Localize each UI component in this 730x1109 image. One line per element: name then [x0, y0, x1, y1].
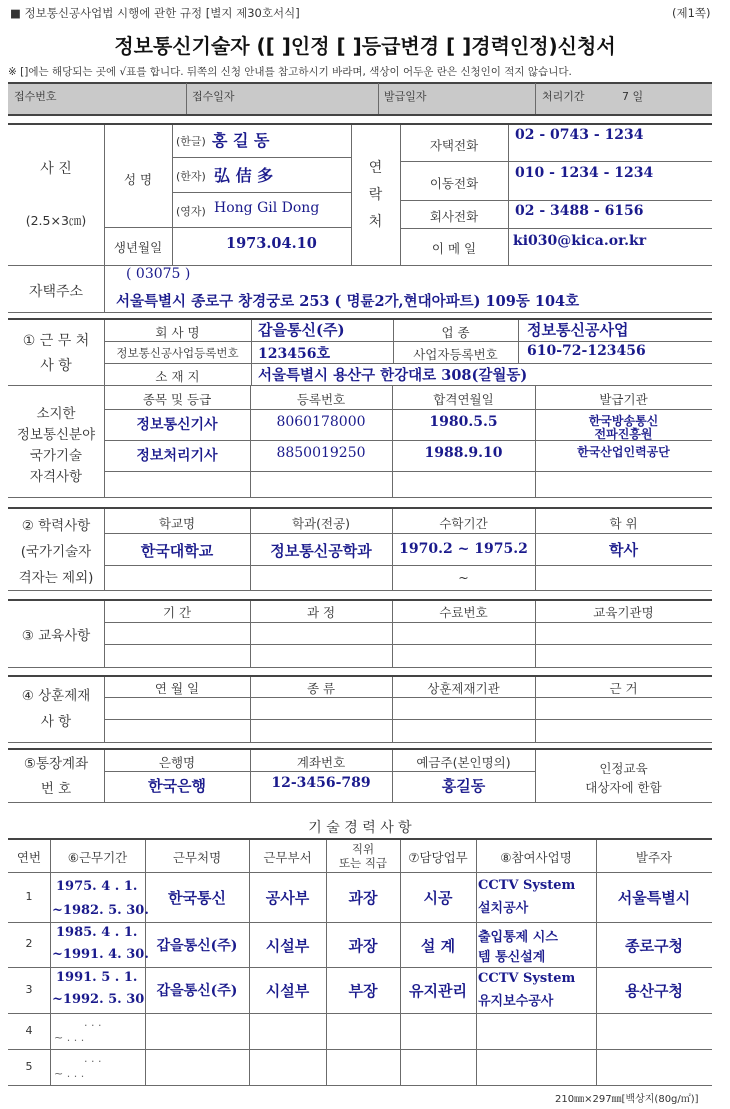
- name-label: 성 명: [123, 172, 153, 187]
- account-label-2: 번 호: [40, 781, 72, 797]
- license-1-number: 8060178000: [276, 414, 366, 430]
- education-label-3: 격자는 제외): [18, 570, 94, 586]
- license-1-type: 정보통신기사: [136, 417, 218, 433]
- education-label-2: (국가기술자: [20, 544, 92, 560]
- education-label-1: ② 학력사항: [21, 518, 91, 534]
- career-row-2-client: 종로구청: [625, 937, 683, 955]
- career-title: 기 술 경 력 사 항: [308, 820, 412, 836]
- career-header-position-1: 직위: [351, 842, 375, 856]
- education-header-major: 학과(전공): [291, 516, 351, 531]
- career-row-1-from: 1975. 4 . 1.: [56, 879, 138, 894]
- account-number: 12-3456-789: [271, 775, 371, 791]
- career-header-company: 근무처명: [172, 850, 222, 865]
- career-header-project: ⑧참여사업명: [500, 850, 572, 865]
- licenses-label-3: 국가기술: [29, 448, 83, 464]
- career-row-3-project-line2: 유지보수공사: [478, 994, 554, 1009]
- career-row-4-no: 4: [25, 1024, 33, 1037]
- career-row-3-company: 갑을통신(주): [156, 983, 238, 999]
- korean-name: 홍 길 동: [212, 131, 270, 150]
- career-row-1-duty: 시공: [423, 889, 453, 907]
- mobile-phone-label: 이동전화: [429, 176, 479, 191]
- career-row-1-project-line2: 설치공사: [478, 901, 529, 916]
- awards-header-basis: 근 거: [609, 681, 638, 696]
- processing-period-value: 7 일: [622, 90, 644, 103]
- english-name: Hong Gil Dong: [214, 200, 320, 216]
- form-title: 정보통신기술자 ([ ]인정 [ ]등급변경 [ ]경력인정)신청서: [114, 34, 616, 58]
- license-2-type: 정보처리기사: [136, 448, 218, 464]
- career-row-5-no: 5: [25, 1060, 33, 1073]
- licenses-label-1: 소지한: [36, 406, 76, 422]
- industry: 정보통신공사업: [527, 321, 629, 339]
- english-name-label: (영자): [176, 205, 206, 218]
- career-row-3-to: ~1992. 5. 30: [52, 992, 145, 1007]
- career-row-4-to: ~ . . .: [54, 1031, 85, 1044]
- career-row-1-to: ~1982. 5. 30.: [52, 903, 149, 918]
- career-row-1-project-line1: CCTV System: [478, 878, 576, 893]
- career-row-1-position: 과장: [348, 889, 378, 907]
- licenses-label-4: 자격사항: [29, 469, 83, 485]
- career-row-2-from: 1985. 4 . 1.: [56, 925, 138, 940]
- email-label: 이 메 일: [431, 241, 477, 256]
- license-1-issuer-line1: 한국방송통신: [588, 414, 659, 428]
- contact-label-3: 처: [368, 214, 383, 230]
- account-bank: 한국은행: [148, 777, 206, 795]
- issue-date-label: 발급일자: [384, 90, 427, 103]
- address-zip: ( 03075 ): [126, 266, 191, 282]
- career-row-1-client: 서울특별시: [617, 889, 691, 907]
- industry-label: 업 종: [441, 325, 470, 340]
- account-note-line2: 대상자에 한함: [585, 780, 662, 795]
- processing-period-label: 처리기간: [542, 90, 585, 103]
- career-row-5-from: . . .: [84, 1052, 102, 1065]
- korean-name-label: (한글): [176, 135, 206, 148]
- account-header-bank: 은행명: [158, 755, 196, 770]
- registration-label: 정보통신공사업등록번호: [116, 346, 239, 360]
- work-label-1: ① 근 무 처: [22, 333, 90, 349]
- home-phone: 02 - 0743 - 1234: [515, 127, 644, 143]
- career-header-client: 발주자: [635, 850, 673, 865]
- license-2-number: 8850019250: [276, 445, 366, 461]
- license-header-date: 합격연월일: [433, 392, 494, 407]
- business-number-label: 사업자등록번호: [413, 347, 498, 362]
- career-header-no: 연번: [16, 850, 42, 865]
- career-row-5-to: ~ . . .: [54, 1067, 85, 1080]
- birth-label: 생년월일: [113, 240, 163, 255]
- training-header-institution: 교육기관명: [593, 605, 654, 620]
- license-2-date: 1988.9.10: [424, 445, 503, 461]
- training-label: ③ 교육사항: [21, 628, 91, 644]
- career-row-3-project-line1: CCTV System: [478, 971, 576, 986]
- law-reference: ■ 정보통신공사업법 시행에 관한 규정 [별지 제30호서식]: [10, 6, 300, 20]
- form-note: ※ []에는 해당되는 곳에 √표를 합니다. 뒤쪽의 신청 안내를 참고하시기 바라며, 색상이 어두운 란은 신청인이 적지 않습니다.: [8, 66, 572, 78]
- training-header-number: 수료번호: [439, 605, 488, 620]
- license-2-issuer: 한국산업인력공단: [577, 445, 670, 459]
- address-label: 자택주소: [28, 284, 84, 300]
- office-phone: 02 - 3488 - 6156: [515, 203, 644, 219]
- awards-label-2: 사 항: [40, 714, 72, 730]
- education-header-period: 수학기간: [439, 516, 488, 531]
- receipt-number-label: 접수번호: [14, 90, 57, 103]
- training-header-course: 과 정: [306, 605, 336, 620]
- career-row-1-no: 1: [25, 890, 33, 903]
- page-number: (제1쪽): [672, 6, 711, 20]
- address-value: 서울특별시 종로구 창경궁로 253 ( 명륜2가,현대아파트) 109동 104호: [116, 293, 580, 310]
- office-phone-label: 회사전화: [429, 209, 479, 224]
- contact-label-1: 연: [368, 160, 383, 176]
- license-header-number: 등록번호: [296, 392, 346, 407]
- office-use-row: [8, 83, 712, 114]
- account-header-number: 계좌번호: [296, 755, 346, 770]
- career-row-2-to: ~1991. 4. 30.: [52, 947, 149, 962]
- company-name: 갑을통신(주): [258, 321, 345, 339]
- education-header-degree: 학 위: [609, 516, 638, 531]
- education-major: 정보통신공학과: [270, 542, 372, 560]
- education-period-blank: ~: [458, 570, 469, 585]
- location-label: 소 재 지: [155, 369, 200, 384]
- career-row-2-no: 2: [25, 937, 33, 950]
- career-row-3-from: 1991. 5 . 1.: [56, 970, 138, 985]
- training-header-period: 기 간: [162, 605, 192, 620]
- career-row-3-duty: 유지관리: [409, 982, 467, 1000]
- career-row-4-from: . . .: [84, 1016, 102, 1029]
- license-1-date: 1980.5.5: [429, 414, 498, 430]
- license-header-issuer: 발급기관: [599, 392, 648, 407]
- account-label-1: ⑤통장계좌: [23, 756, 89, 772]
- career-header-dept: 근무부서: [263, 850, 312, 865]
- career-row-2-company: 갑을통신(주): [156, 938, 238, 954]
- photo-label: 사 진: [40, 161, 72, 177]
- career-row-3-position: 부장: [348, 982, 378, 1000]
- career-row-2-position: 과장: [348, 937, 378, 955]
- mobile-phone: 010 - 1234 - 1234: [515, 165, 654, 181]
- birth-date: 1973.04.10: [226, 235, 317, 252]
- work-label-2: 사 항: [40, 358, 72, 374]
- license-header-type: 종목 및 등급: [142, 392, 212, 407]
- education-period: 1970.2 ~ 1975.2: [399, 541, 528, 557]
- career-header-period: ⑥근무기간: [67, 850, 128, 865]
- email: ki030@kica.or.kr: [513, 233, 647, 249]
- hanja-name: 弘 佶 多: [214, 166, 274, 185]
- registration-number: 123456호: [258, 346, 330, 362]
- photo-size: (2.5×3㎝): [25, 213, 87, 228]
- career-header-duty: ⑦담당업무: [408, 850, 468, 865]
- career-row-1-company: 한국통신: [168, 889, 226, 907]
- career-row-1-dept: 공사부: [265, 889, 310, 907]
- career-row-2-duty: 설 계: [420, 937, 456, 955]
- career-row-2-project-line1: 출입통제 시스: [478, 930, 558, 945]
- education-school: 한국대학교: [140, 542, 214, 560]
- business-number: 610-72-123456: [527, 343, 646, 359]
- license-1-issuer-line2: 전파진흥원: [594, 427, 653, 441]
- awards-header-date: 연 월 일: [154, 681, 200, 696]
- education-header-school: 학교명: [158, 516, 196, 531]
- account-header-holder: 예금주(본인명의): [416, 755, 511, 770]
- career-row-3-no: 3: [25, 983, 33, 996]
- hanja-name-label: (한자): [176, 170, 206, 183]
- career-row-3-client: 용산구청: [625, 982, 683, 1000]
- career-row-2-project-line2: 템 통신설계: [478, 950, 546, 965]
- home-phone-label: 자택전화: [429, 138, 479, 153]
- licenses-label-2: 정보통신분야: [16, 427, 96, 443]
- contact-label-2: 락: [368, 187, 383, 203]
- career-row-2-dept: 시설부: [265, 937, 310, 955]
- receipt-date-label: 접수일자: [192, 90, 235, 103]
- career-row-3-dept: 시설부: [265, 982, 310, 1000]
- career-header-position-2: 또는 직급: [338, 856, 388, 870]
- account-note-line1: 인정교육: [599, 761, 648, 776]
- location: 서울특별시 용산구 한강대로 308(갈월동): [258, 367, 528, 384]
- education-degree: 학사: [609, 541, 638, 559]
- account-holder: 홍길동: [441, 777, 486, 795]
- company-label: 회 사 명: [155, 325, 200, 340]
- awards-label-1: ④ 상훈제재: [21, 688, 91, 704]
- paper-spec: 210㎜×297㎜[백상지(80g/㎡)]: [555, 1094, 699, 1105]
- awards-header-agency: 상훈제재기관: [427, 681, 500, 696]
- awards-header-type: 종 류: [306, 681, 336, 696]
